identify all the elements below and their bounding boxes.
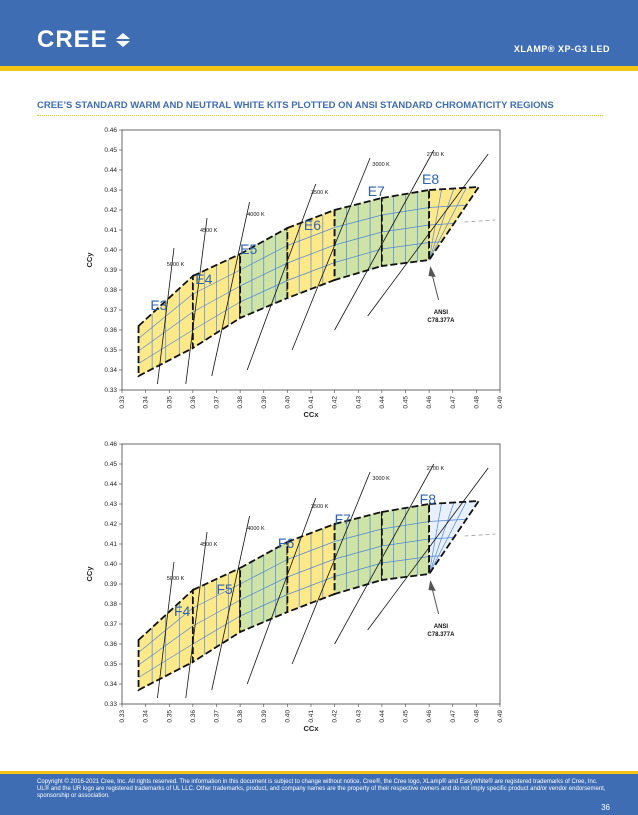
y-tick-label: 0.36	[104, 327, 117, 334]
y-tick-label: 0.35	[104, 661, 117, 668]
annotation-text: C78.377A	[427, 318, 455, 324]
cct-label: 4500 K	[199, 542, 218, 548]
y-tick-label: 0.45	[104, 461, 117, 468]
kit-label: E4	[195, 271, 213, 287]
chromaticity-chart-e	[85, 122, 528, 422]
y-tick-label: 0.42	[104, 207, 117, 214]
x-tick-label: 0.45	[402, 710, 410, 723]
x-tick-label: 0.40	[284, 396, 292, 409]
x-tick-label: 0.38	[237, 710, 245, 723]
x-tick-label: 0.45	[402, 396, 410, 409]
header-stripe	[0, 66, 638, 71]
y-axis-label: CCy	[85, 566, 94, 582]
kit-label: F6	[277, 535, 295, 551]
annotation-text: ANSI	[433, 310, 449, 316]
cct-label: 3000 K	[372, 476, 390, 482]
page-number: 36	[601, 803, 610, 812]
y-tick-label: 0.33	[104, 387, 117, 394]
y-tick-label: 0.43	[104, 187, 117, 194]
x-tick-label: 0.41	[308, 396, 315, 409]
cct-label: 2700 K	[426, 152, 445, 158]
copyright-text: Copyright © 2016-2021 Cree, Inc. All rights reserved. The information in this document is subject to change without notice. Cree®, the Cree logo, XLamp® and EasyWhite® are registered trademarks of Cree, Inc. UL® and the UR logo are registered trademarks of UL LLC. Other trademarks, product, and company names are the property of their respective owners and do not imply specific product and/or vendor endorsement, sponsorship or association.	[37, 779, 606, 799]
y-tick-label: 0.44	[104, 167, 117, 174]
cct-label: 5000 K	[166, 576, 185, 582]
section-title: CREE’S STANDARD WARM AND NEUTRAL WHITE KITS PLOTTED ON ANSI STANDARD CHROMATICITY REGIONS	[37, 100, 554, 111]
y-tick-label: 0.34	[104, 367, 117, 374]
x-tick-label: 0.48	[473, 710, 481, 723]
kit-label: E3	[150, 297, 168, 313]
y-tick-label: 0.43	[104, 501, 117, 508]
x-tick-label: 0.38	[237, 396, 245, 409]
y-tick-label: 0.33	[104, 701, 117, 708]
x-tick-label: 0.44	[378, 396, 386, 409]
cree-chevron-icon	[114, 31, 132, 49]
cct-label: 5000 K	[166, 262, 185, 268]
annotation-text: C78.377A	[427, 632, 455, 638]
x-tick-label: 0.43	[355, 710, 363, 723]
x-axis-label: CCx	[303, 724, 319, 733]
y-tick-label: 0.37	[104, 621, 117, 628]
cct-label: 4000 K	[247, 212, 265, 218]
kit-label: E5	[240, 241, 258, 257]
x-tick-label: 0.46	[426, 396, 434, 409]
y-tick-label: 0.45	[104, 147, 117, 154]
cct-label: 4000 K	[247, 526, 265, 532]
y-tick-label: 0.46	[104, 441, 117, 448]
x-tick-label: 0.43	[355, 396, 363, 409]
x-tick-label: 0.35	[166, 396, 174, 409]
x-tick-label: 0.33	[119, 710, 126, 723]
x-tick-label: 0.34	[142, 396, 150, 409]
cct-label: 3500 K	[311, 190, 329, 196]
y-tick-label: 0.40	[104, 247, 117, 254]
y-axis-label: CCy	[85, 252, 94, 268]
kit-label: F5	[216, 581, 233, 597]
cct-label: 3000 K	[372, 162, 390, 168]
y-tick-label: 0.39	[104, 267, 117, 274]
kit-label: F4	[173, 603, 191, 619]
product-name: XLAMP® XP-G3 LED	[513, 44, 610, 54]
y-tick-label: 0.37	[104, 307, 117, 314]
x-axis-label: CCx	[303, 410, 319, 419]
cct-label: 2700 K	[426, 466, 445, 472]
x-tick-label: 0.41	[308, 710, 315, 723]
kit-label: E8	[422, 171, 440, 187]
y-tick-label: 0.34	[104, 681, 117, 688]
x-tick-label: 0.46	[426, 710, 434, 723]
y-tick-label: 0.44	[104, 481, 117, 488]
x-tick-label: 0.49	[497, 396, 504, 409]
annotation-text: ANSI	[433, 624, 449, 630]
x-tick-label: 0.33	[119, 396, 126, 409]
y-tick-label: 0.41	[104, 541, 117, 548]
kit-label: F8	[419, 491, 437, 507]
y-tick-label: 0.41	[104, 227, 117, 234]
y-tick-label: 0.39	[104, 581, 117, 588]
kit-label: E6	[303, 217, 322, 233]
y-tick-label: 0.46	[104, 127, 117, 134]
x-tick-label: 0.39	[260, 710, 268, 723]
title-divider	[37, 115, 603, 116]
x-tick-label: 0.42	[331, 710, 339, 723]
x-tick-label: 0.44	[378, 710, 386, 723]
kit-label: F7	[334, 511, 351, 527]
cct-label: 4500 K	[199, 228, 218, 234]
y-tick-label: 0.42	[104, 521, 117, 528]
x-tick-label: 0.34	[142, 710, 150, 723]
kit-label: E7	[367, 183, 385, 199]
x-tick-label: 0.39	[260, 396, 268, 409]
y-tick-label: 0.40	[104, 561, 117, 568]
y-tick-label: 0.38	[104, 287, 117, 294]
x-tick-label: 0.37	[213, 396, 221, 409]
x-tick-label: 0.47	[449, 396, 457, 409]
x-tick-label: 0.48	[473, 396, 481, 409]
y-tick-label: 0.35	[104, 347, 117, 354]
y-tick-label: 0.36	[104, 641, 117, 648]
footer-stripe	[0, 771, 638, 774]
x-tick-label: 0.42	[331, 396, 339, 409]
x-tick-label: 0.36	[189, 396, 197, 409]
chromaticity-chart-f	[85, 436, 528, 736]
x-tick-label: 0.40	[284, 710, 292, 723]
x-tick-label: 0.37	[213, 710, 221, 723]
x-tick-label: 0.35	[166, 710, 174, 723]
cct-label: 3500 K	[311, 504, 329, 510]
x-tick-label: 0.36	[189, 710, 197, 723]
x-tick-label: 0.49	[497, 710, 504, 723]
x-tick-label: 0.47	[449, 710, 457, 723]
y-tick-label: 0.38	[104, 601, 117, 608]
cree-logo: CREE	[37, 26, 108, 53]
